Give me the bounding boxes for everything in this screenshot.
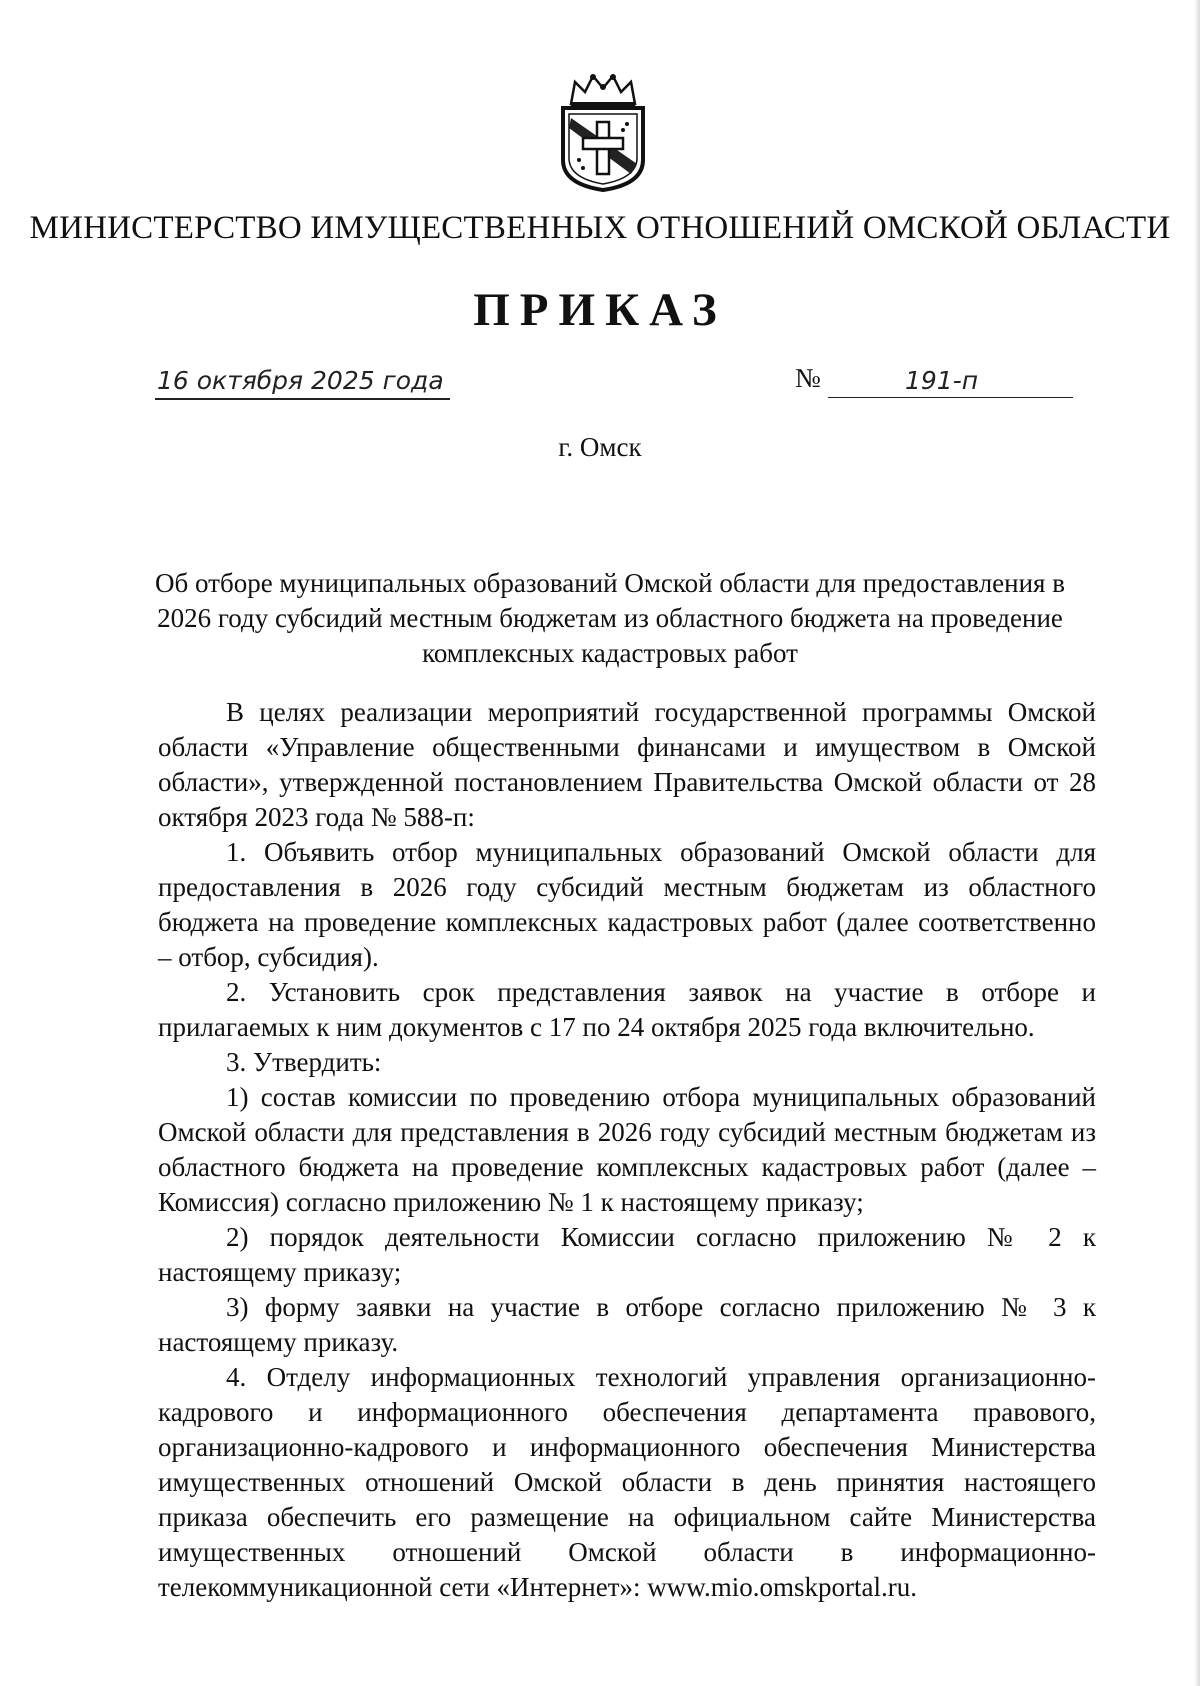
order-number-handwritten: 191-п bbox=[905, 366, 979, 395]
paragraph-item-2: 2. Установить срок представления заявок на участие в отборе и прилагаемых к ним документов с 17 по 24 октября 2025 года включительно. bbox=[158, 977, 1096, 1042]
document-type-title: ПРИКАЗ bbox=[473, 284, 727, 336]
omsk-coat-of-arms-icon bbox=[553, 68, 653, 193]
paragraph-preamble: В целях реализации мероприятий государственной программы Омской области «Управление общественными финансами и имуществом в Омской области», утвержденной постановлением Правительства Омской области от 28 октября 2023 года № 588-п: bbox=[158, 697, 1096, 832]
paragraph-item-3-3: 3) форму заявки на участие в отборе согласно приложению № 3 к настоящему приказу. bbox=[158, 1292, 1096, 1357]
paragraph-item-3-1: 1) состав комиссии по проведению отбора муниципальных образований Омской области для представления в 2026 году субсидий местным бюджетам из областного бюджета на проведение комплексных кадастровых работ (далее – Комиссия) согласно приложению № 1 к настоящему приказу; bbox=[158, 1082, 1096, 1217]
scan-edge bbox=[1194, 0, 1200, 1686]
paragraph-item-3-2: 2) порядок деятельности Комиссии согласно приложению № 2 к настоящему приказу; bbox=[158, 1222, 1096, 1287]
paragraph-item-3: 3. Утвердить: bbox=[226, 1047, 382, 1077]
paragraph-item-1: 1. Объявить отбор муниципальных образований Омской области для предоставления в 2026 году субсидий местным бюджетам из областного бюджета на проведение комплексных кадастровых работ (далее соответственно – отбор, субсидия). bbox=[158, 837, 1096, 972]
order-number-label: № bbox=[795, 363, 821, 393]
paragraph-item-4: 4. Отделу информационных технологий управления организационно-кадрового и информационного обеспечения департамента правового, организационно-кадрового и информационного обеспечения Министерства имущественных отношений Омской области в день принятия настоящего приказа обеспечить его размещение на официальном сайте Министерства имущественных отношений Омской области в информационно-телекоммуникационной сети «Интернет»: www.mio.omskportal.ru. bbox=[158, 1362, 1096, 1602]
ministry-name: МИНИСТЕРСТВО ИМУЩЕСТВЕННЫХ ОТНОШЕНИЙ ОМСКОЙ ОБЛАСТИ bbox=[29, 210, 1171, 246]
order-subject: Об отборе муниципальных образований Омской области для предоставления в 2026 году субсидий местным бюджетам из областного бюджета на проведение комплексных кадастровых работ bbox=[155, 568, 1065, 668]
order-body bbox=[158, 695, 1096, 1605]
city-name: г. Омск bbox=[558, 432, 642, 462]
order-date-handwritten: 16 октября 2025 года bbox=[155, 364, 450, 400]
